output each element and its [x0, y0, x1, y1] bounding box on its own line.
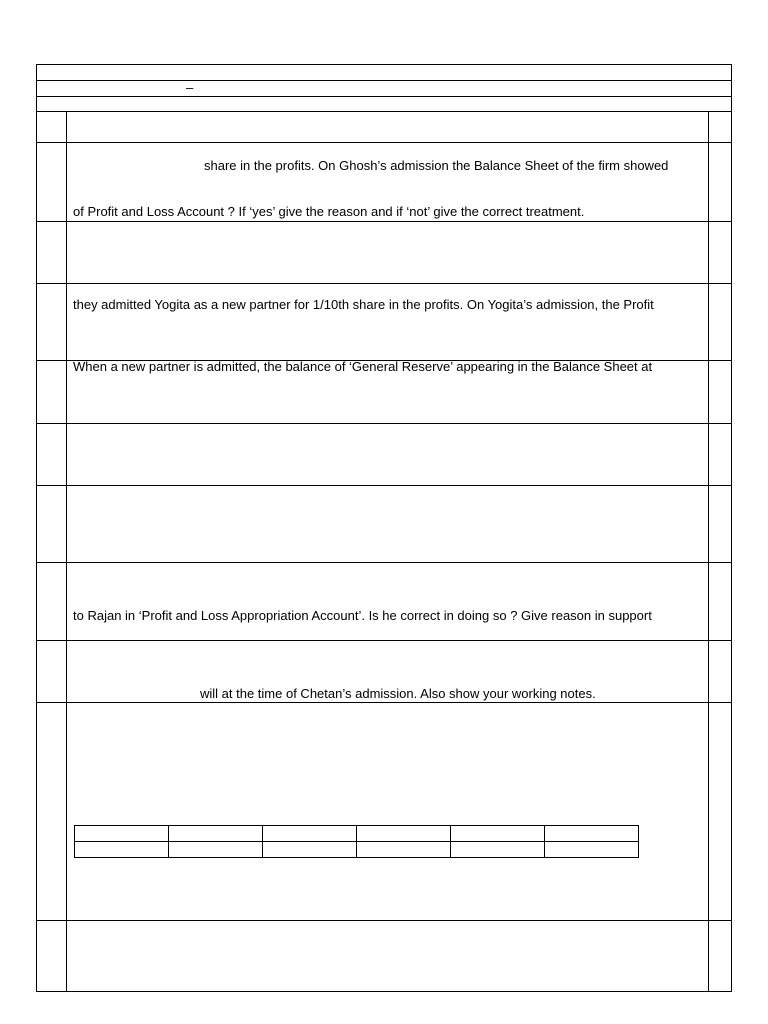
row-divider: [36, 423, 732, 424]
row-divider: [36, 702, 732, 703]
table-cell: [169, 826, 263, 842]
row-divider: [36, 640, 732, 641]
table-cell: [263, 842, 357, 858]
table-cell: [357, 826, 451, 842]
border-bottom: [36, 991, 732, 992]
question-8-text-line-1: to Rajan in ‘Profit and Loss Appropriation Account’. Is he correct in doing so ? Give reason in support: [73, 608, 652, 623]
row-divider: [36, 562, 732, 563]
table-row: [75, 842, 639, 858]
question-4-text-line-1: they admitted Yogita as a new partner for 1/10th share in the profits. On Yogita’s admission, the Profit: [73, 297, 654, 312]
marks-column-line: [708, 111, 709, 992]
question-5-text-line-1: When a new partner is admitted, the balance of ‘General Reserve’ appearing in the Balance Sheet at: [73, 359, 653, 374]
border-right: [731, 64, 732, 992]
table-cell: [263, 826, 357, 842]
number-column-line: [66, 111, 67, 992]
question-10-data-table: [74, 825, 639, 858]
row-divider: [36, 485, 732, 486]
row-divider: [36, 221, 732, 222]
table-cell: [357, 842, 451, 858]
border-top: [36, 64, 732, 65]
question-2-text-line-1: share in the profits. On Ghosh’s admission the Balance Sheet of the firm showed: [204, 158, 669, 173]
header-divider-3: [36, 111, 732, 112]
table-cell: [451, 826, 545, 842]
row-divider: [36, 920, 732, 921]
question-2-text-line-2: of Profit and Loss Account ? If ‘yes’ give the reason and if ‘not’ give the correct treatment.: [73, 204, 585, 219]
table-row: [75, 826, 639, 842]
table-cell: [545, 826, 639, 842]
header-dash: –: [186, 80, 194, 95]
question-9-text-line-1: will at the time of Chetan’s admission. Also show your working notes.: [200, 686, 596, 701]
header-divider-2: [36, 96, 732, 97]
border-left: [36, 64, 37, 992]
table-cell: [545, 842, 639, 858]
header-divider-1: [36, 80, 732, 81]
table-cell: [169, 842, 263, 858]
row-divider: [36, 283, 732, 284]
table-cell: [451, 842, 545, 858]
row-divider: [36, 142, 732, 143]
table-cell: [75, 826, 169, 842]
table-cell: [75, 842, 169, 858]
